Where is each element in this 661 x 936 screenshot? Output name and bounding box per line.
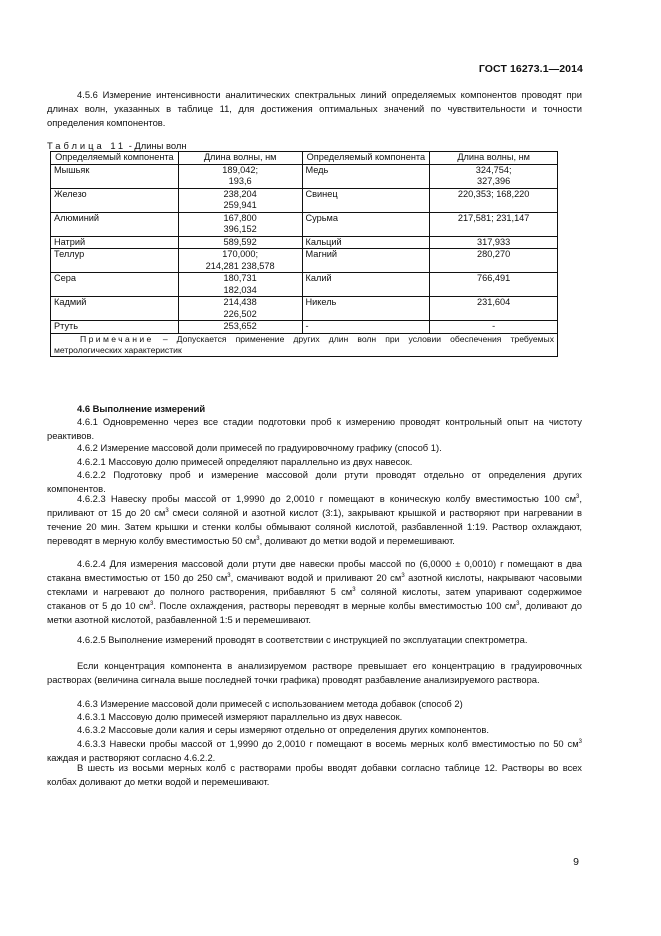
para-4-6-2-4: 4.6.2.4 Для измерения массовой доли ртути две навески пробы массой по (6,0000 ± 0,0010) г помещают в два стакана вместимостью от 150 до 250 $см^3$, смачивают водой и приливают 20 $см^3$ азотной кислоты, накрывают часовыми стеклами и нагревают до полного растворения, прибавляют 5 $см^3$ соляной кислоты, затем упаривают содержимое стаканов от 5 до 10 $см^3$. После охлаждения, растворы переводят в мерные колбы вместимостью 100 $см^3$, доливают до метки азотной кислотой, разбавленной 1:5 и перемешивают. [47, 558, 582, 625]
para-4-6-3: 4.6.3 Измерение массовой доли примесей с использованием метода добавок (способ 2) [77, 698, 463, 709]
component-cell: Сурьма [302, 212, 430, 236]
wavelength-cell: 231,604 [430, 297, 558, 321]
para-additions: В шесть из восьми мерных колб с растворами пробы вводят добавки согласно таблице 12. Растворы во всех колбах доливают до метки водой и перемешивают. [47, 762, 582, 787]
wavelength-cell: 766,491 [430, 273, 558, 297]
wavelength-cell: - [430, 321, 558, 334]
wavelength-cell: 589,592 [178, 236, 302, 249]
component-cell: Алюминий [51, 212, 179, 236]
para-4-6-1: 4.6.1 Одновременно через все стадии подготовки проб к измерению проводят контрольный опыт на чистоту реактивов. [47, 416, 582, 441]
table-row [51, 236, 558, 249]
intro-paragraph: 4.5.6 Измерение интенсивности аналитических спектральных линий определяемых компонентов проводят при длинах волн, указанных в таблице 11, для достижения оптимальных значений по чувствительности и точности определения компонентов. [47, 89, 582, 128]
wavelength-cell: 180,731 182,034 [178, 273, 302, 297]
para-4-6-2-3: 4.6.2.3 Навеску пробы массой от 1,9990 до 2,0010 г помещают в коническую колбу вместимостью 100 $см^3$, приливают от 15 до 20 $см^3$ смеси соляной и азотной кислот (3:1), закрывают крышкой и растворяют при нагревании в течение 20 мин. Затем крышки и стенки колбы обмывают соляной кислотой, разбавленной 1:19. Раствор охлаждают, переводят в мерную колбу вместимостью 50 $см^3$, доливают до метки водой и перемешивают. [47, 493, 583, 546]
table-row [51, 273, 558, 297]
wavelength-cell: 238,204 259,941 [178, 188, 302, 212]
wavelength-cell: 170,000; 214,281 238,578 [178, 249, 302, 273]
component-cell: Свинец [302, 188, 430, 212]
table-caption-word: Таблица 11 [47, 140, 127, 151]
table-row [51, 212, 558, 236]
note-text: – Допускается применение других длин волн при условии обеспечения требуемых метрологических характеристик [54, 333, 554, 355]
component-cell: Сера [51, 273, 179, 297]
table-row [51, 164, 558, 188]
component-cell: Мышьяк [51, 164, 179, 188]
component-cell: Калий [302, 273, 430, 297]
table-row [51, 297, 558, 321]
wavelength-cell: 253,652 [178, 321, 302, 334]
para-4-6-2-1: 4.6.2.1 Массовую долю примесей определяют параллельно из двух навесок. [77, 456, 413, 467]
component-cell: Железо [51, 188, 179, 212]
header-wavelength-1: Длина волны, нм [178, 152, 302, 165]
page-number: 9 [573, 856, 579, 868]
component-cell: Теллур [51, 249, 179, 273]
header-component-2: Определяемый компонента [302, 152, 430, 165]
header-component-1: Определяемый компонента [51, 152, 179, 165]
component-cell: - [302, 321, 430, 334]
document-header: ГОСТ 16273.1—2014 [478, 63, 583, 75]
para-4-6-3-2: 4.6.3.2 Массовые доли калия и серы измеряют отдельно от определения других компонентов. [77, 724, 489, 735]
wavelength-cell: 280,270 [430, 249, 558, 273]
table-note [51, 333, 558, 356]
component-cell: Ртуть [51, 321, 179, 334]
section-title: 4.6 Выполнение измерений [77, 403, 206, 414]
wavelength-cell: 214,438 226,502 [178, 297, 302, 321]
wavelength-cell: 220,353; 168,220 [430, 188, 558, 212]
wavelength-table [50, 151, 558, 357]
wavelength-cell: 217,581; 231,147 [430, 212, 558, 236]
component-cell: Кадмий [51, 297, 179, 321]
para-4-6-2: 4.6.2 Измерение массовой доли примесей по градуировочному графику (способ 1). [77, 442, 442, 453]
table-row [51, 321, 558, 334]
para-4-6-3-3: 4.6.3.3 Навески пробы массой от 1,9990 до 2,0010 г помещают в восемь мерных колб вместимостью по 50 $см^3$ каждая и растворяют согласно 4.6.2.2. [47, 738, 582, 763]
table-header-row [51, 152, 558, 165]
component-cell: Медь [302, 164, 430, 188]
component-cell: Магний [302, 249, 430, 273]
wavelength-cell: 317,933 [430, 236, 558, 249]
table-row [51, 249, 558, 273]
para-dilution: Если концентрация компонента в анализируемом растворе превышает его концентрацию в градуировочных растворах (величина сигнала выше последней точки графика) проводят разбавление анализируемого раствора. [47, 660, 582, 685]
para-4-6-2-5: 4.6.2.5 Выполнение измерений проводят в соответствии с инструкцией по эксплуатации спектрометра. [77, 634, 528, 645]
para-4-6-3-1: 4.6.3.1 Массовую долю примесей измеряют параллельно из двух навесок. [77, 711, 403, 722]
table-caption [47, 140, 187, 151]
table-row [51, 188, 558, 212]
wavelength-cell: 167,800 396,152 [178, 212, 302, 236]
wavelength-cell: 189,042; 193,6 [178, 164, 302, 188]
wavelength-cell: 324,754; 327,396 [430, 164, 558, 188]
table-note-row [51, 333, 558, 356]
component-cell: Кальций [302, 236, 430, 249]
note-word: Примечание [80, 333, 154, 344]
component-cell: Натрий [51, 236, 179, 249]
table-caption-rest: - Длины волн [126, 140, 187, 151]
component-cell: Никель [302, 297, 430, 321]
para-4-6-2-2: 4.6.2.2 Подготовку проб и измерение массовой доли ртути проводят отдельно от определения других компонентов. [47, 469, 582, 494]
header-wavelength-2: Длина волны, нм [430, 152, 558, 165]
